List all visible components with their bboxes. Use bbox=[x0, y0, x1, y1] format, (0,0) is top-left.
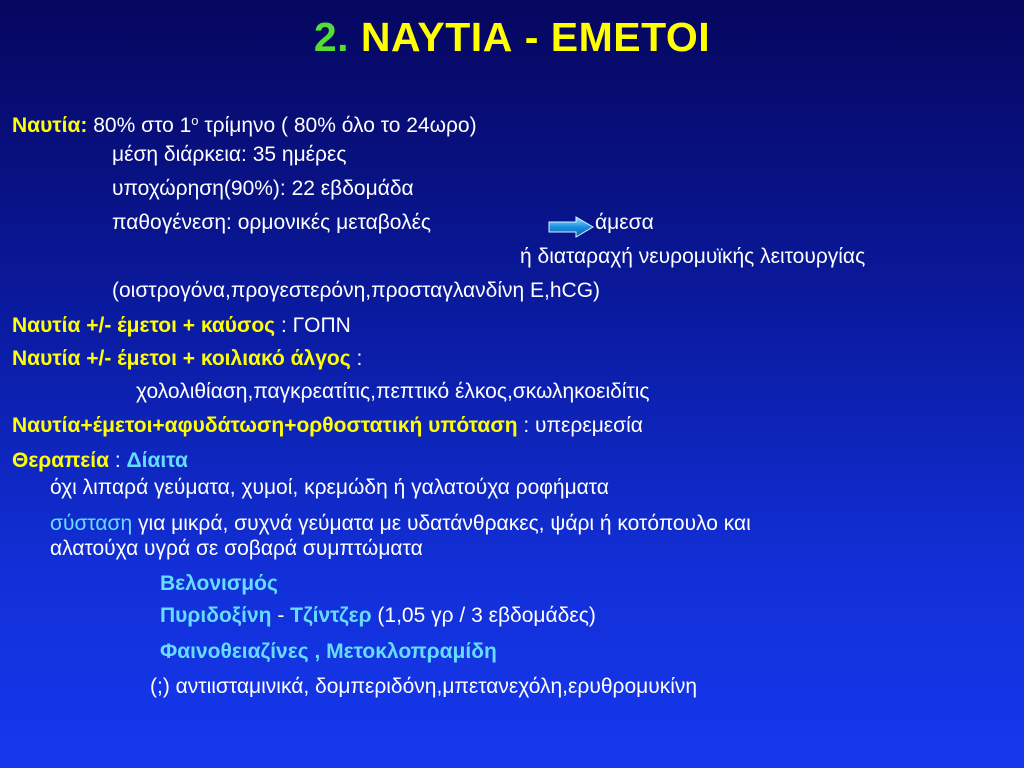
pathogenesis-alt: ή διαταραχή νευρομυϊκής λειτουργίας bbox=[520, 245, 866, 268]
therapy-separator: : bbox=[109, 449, 127, 472]
recommend-text: για μικρά, συχνά γεύματα με υδατάνθρακες, ψάρι ή κοτόπουλο και bbox=[132, 512, 751, 535]
nausea-duration: μέση διάρκεια: 35 ημέρες bbox=[112, 143, 347, 166]
pyridoxine: Πυριδοξίνη bbox=[160, 604, 272, 627]
nausea-regression: υποχώρηση(90%): 22 εβδομάδα bbox=[112, 177, 414, 200]
abdominal-label: Ναυτία +/- έμετοι + κοιλιακό άλγος bbox=[12, 347, 351, 370]
right-arrow-icon bbox=[548, 216, 594, 238]
diet-avoid: όχι λιπαρά γεύματα, χυμοί, κρεμώδη ή γαλατούχα ροφήματα bbox=[50, 476, 609, 499]
nausea-stats-sup: ο bbox=[191, 113, 199, 128]
title-text: ΝΑΥΤΙΑ - ΕΜΕΤΟΙ bbox=[360, 14, 711, 60]
ginger-dose: (1,05 γρ / 3 εβδομάδες) bbox=[371, 604, 596, 627]
heartburn-label: Ναυτία +/- έμετοι + καύσος bbox=[12, 314, 276, 337]
title-number: 2. bbox=[313, 14, 350, 60]
dash: - bbox=[271, 604, 291, 627]
hyperemesis-label: Ναυτία+έμετοι+αφυδάτωση+ορθοστατική υπόταση bbox=[12, 414, 518, 437]
diet-recommend-line1 bbox=[50, 512, 751, 536]
abdominal-line bbox=[12, 347, 362, 371]
pathogenesis-text: παθογένεση: ορμονικές μεταβολές bbox=[112, 211, 432, 234]
nausea-label: Ναυτία: bbox=[12, 114, 88, 137]
acupuncture: Βελονισμός bbox=[160, 572, 278, 595]
hyperemesis-value: : υπερεμεσία bbox=[517, 414, 643, 437]
other-drugs: (;) αντιισταμινικά, δομπεριδόνη,μπετανεχόλη,ερυθρομυκίνη bbox=[150, 675, 698, 698]
pyridoxine-ginger-line bbox=[160, 604, 596, 628]
heartburn-value: : ΓΟΠΝ bbox=[275, 314, 351, 337]
abdominal-causes: χολολιθίαση,παγκρεατίτις,πεπτικό έλκος,σκωληκοειδίτις bbox=[136, 380, 650, 403]
hyperemesis-line bbox=[12, 414, 643, 438]
therapy-line bbox=[12, 449, 188, 473]
hormones-list: (οιστρογόνα,προγεστερόνη,προσταγλανδίνη Ε,hCG) bbox=[112, 279, 601, 302]
nausea-pathogenesis bbox=[112, 211, 431, 235]
diet-label: Δίαιτα bbox=[126, 449, 188, 472]
nausea-stats-line bbox=[12, 109, 477, 138]
ginger: Τζίντζερ bbox=[290, 604, 372, 627]
phenothiazines: Φαινοθειαζίνες , Μετοκλοπραμίδη bbox=[160, 640, 497, 663]
diet-recommend-line2: αλατούχα υγρά σε σοβαρά συμπτώματα bbox=[50, 537, 423, 560]
heartburn-line bbox=[12, 314, 351, 338]
recommend-label: σύσταση bbox=[50, 512, 133, 535]
therapy-label: Θεραπεία bbox=[12, 449, 109, 472]
abdominal-value: : bbox=[350, 347, 363, 370]
nausea-stats-b: τρίμηνο ( 80% όλο το 24ωρο) bbox=[198, 114, 477, 137]
slide-title bbox=[0, 14, 1024, 61]
pathogenesis-direct: άμεσα bbox=[595, 211, 654, 234]
nausea-stats-a: 80% στο 1 bbox=[87, 114, 192, 137]
